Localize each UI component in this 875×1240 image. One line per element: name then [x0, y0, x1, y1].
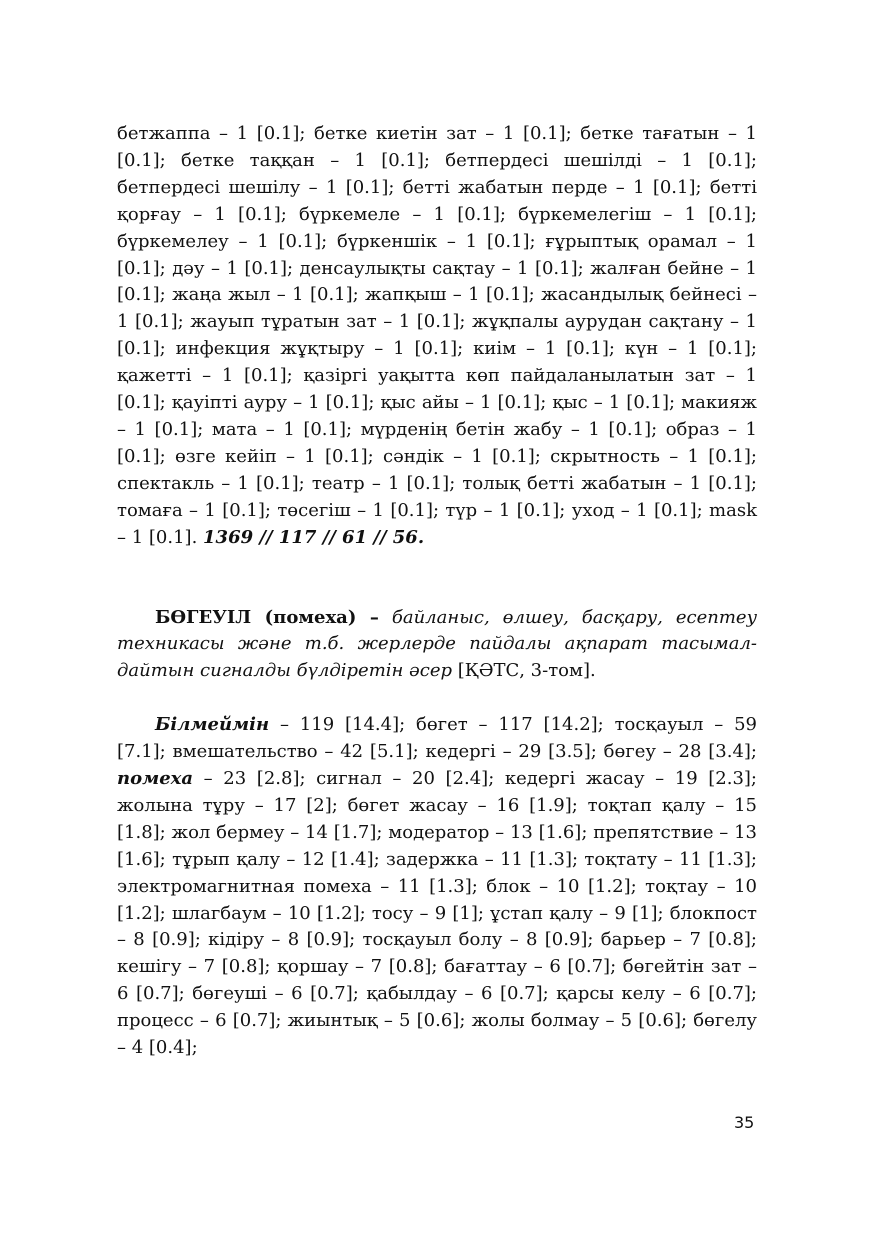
paragraph-continuation: [117, 121, 757, 552]
response-text: – 119 [14.4]; бөгет – 117 [14.2]; тосқауыл – 59 [7.1]; вмешательство – 42 [5.1]; кедергі – 29 [3.5]; бөгеу – 28 [3.4];: [117, 714, 757, 763]
response-text: – 23 [2.8]; сигнал – 20 [2.4]; кедергі жасау – 19 [2.3]; жолына тұру – 17 [2]; бөгет жасау – 16 [1.9]; тоқтап қалу – 15 [1.8]; жол бермеу – 14 [1.7]; модератор – 13 [1.6]; препятствие – 13 [1.6]; тұрып қалу – 12 [1.4]; задержка – 11 [1.3]; тоқтату – 11 [1.3]; электромагнитная помеха – 11 [1.3]; блок – 10 [1.2]; тоқтау – 10 [1.2]; шлагбаум – 10 [1.2]; тосу – 9 [1]; ұстап қалу – 9 [1]; блокпост – 8 [0.9]; кідіру – 8 [0.9]; тосқауыл болу – 8 [0.9]; барьер – 7 [0.8]; кешігу – 7 [0.8]; қоршау – 7 [0.8]; бағаттау – 6 [0.7]; бөгейтін зат – 6 [0.7]; бөгеуші – 6 [0.7]; қабылдау – 6 [0.7]; қарсы келу – 6 [0.7]; процесс – 6 [0.7]; жиынтық – 5 [0.6]; жолы болмау – 5 [0.6]; бөгелу – 4 [0.4];: [117, 768, 757, 1059]
page-number: 35: [734, 1113, 755, 1132]
page-body: [117, 121, 757, 1062]
stimulus-word: помеха: [117, 768, 194, 790]
spacer: [117, 685, 757, 712]
entry-definition: байланыс, өлшеу, басқару, есептеу техникасы және т.б. жерлерде пайдалы ақпарат тасымалдайтын сигналды бүлдіретін әсер: [117, 606, 758, 682]
response-list: [117, 712, 757, 1062]
dictionary-entry: [117, 605, 757, 686]
paragraph-text: бетжаппа – 1 [0.1]; бетке киетін зат – 1 [0.1]; бетке тағатын – 1 [0.1]; бетке таққан – 1 [0.1]; бетпердесі шешілді – 1 [0.1]; бетпердесі шешілу – 1 [0.1]; бетті жабатын перде – 1 [0.1]; бетті қорғау – 1 [0.1]; бүркемеле – 1 [0.1]; бүркемелегіш – 1 [0.1]; бүркемелеу – 1 [0.1]; бүркеншік – 1 [0.1]; ғұрыптық орамал – 1 [0.1]; дәу – 1 [0.1]; денсаулықты сақтау – 1 [0.1]; жалған бейне – 1 [0.1]; жаңа жыл – 1 [0.1]; жапқыш – 1 [0.1]; жасандылық бейнесі – 1 [0.1]; жауып тұратын зат – 1 [0.1]; жұқпалы аурудан сақтану – 1 [0.1]; инфекция жұқтыру – 1 [0.1]; киім – 1 [0.1]; күн – 1 [0.1]; қажетті – 1 [0.1]; қазіргі уақытта көп пайдаланылатын зат – 1 [0.1]; қауіпті ауру – 1 [0.1]; қыс айы – 1 [0.1]; қыс – 1 [0.1]; макияж – 1 [0.1]; мата – 1 [0.1]; мүрденің бетін жабу – 1 [0.1]; образ – 1 [0.1]; өзге кейіп – 1 [0.1]; сәндік – 1 [0.1]; скрытность – 1 [0.1]; спектакль – 1 [0.1]; театр – 1 [0.1]; толық бетті жабатын – 1 [0.1]; томаға – 1 [0.1]; төсегіш – 1 [0.1]; түр – 1 [0.1]; уход – 1 [0.1]; mask – 1 [0.1].: [117, 123, 757, 548]
entry-source: [ҚӘТС, 3-том].: [452, 660, 596, 682]
frequency-stats: 1369 // 117 // 61 // 56.: [203, 526, 425, 548]
entry-headword: БӨГЕУІЛ (помеха) –: [155, 606, 379, 628]
spacer: [117, 552, 757, 605]
response-lead: Білмеймін: [155, 714, 270, 736]
